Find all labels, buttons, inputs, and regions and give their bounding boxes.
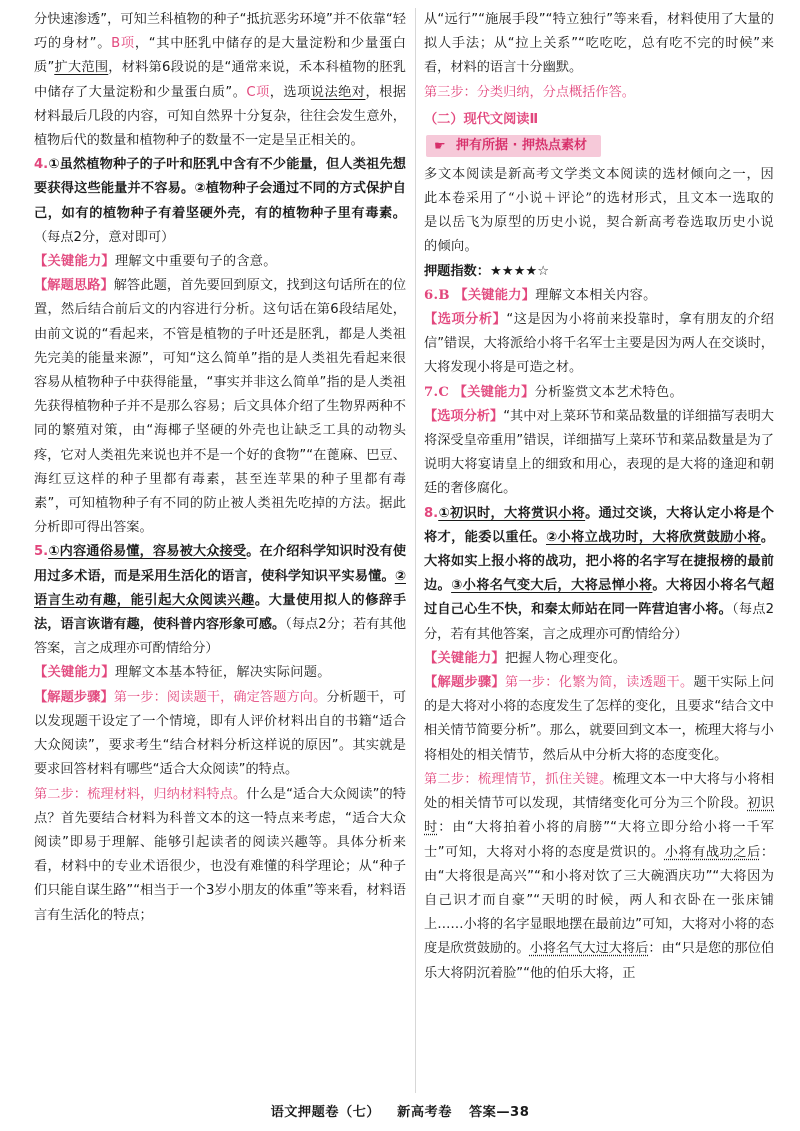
q8-step1 [424, 671, 774, 768]
footer-edition: 新高考卷 [397, 1105, 452, 1120]
right-column [424, 8, 774, 986]
question-number: 7.C [424, 384, 450, 400]
step-text: ：由“大将拍着小将的肩膀”“大将立即分给小将一千军士”可知，大将对小将的态度是赏识的。 [424, 820, 774, 860]
step-text: 分析题干，可以发现题干设定了一个情境，即有人评价材料出自的书籍“适合大众阅读”，要求考生“结合材料分析这样说的原因”。其实就是要求回答材料有哪些“适合大众阅读”的特点。 [34, 689, 407, 778]
analysis-text: “这是因为小将前来投靠时，拿有朋友的介绍信”错误，大将派给小将千名军士主要是因为两人在交谈时，大将发现小将是可造之材。 [424, 312, 774, 376]
ability-text: 理解文本基本特征，解决实际问题。 [114, 665, 331, 681]
option-label: C项 [246, 84, 270, 100]
column-divider [415, 8, 416, 1093]
tag-label: 【关键能力】 [34, 254, 115, 270]
text: ，材料第6段说的是“通常来说，禾本科植物的胚乳中储存了大量淀粉和少量蛋白质”。 [34, 60, 406, 100]
q8-step2 [424, 768, 774, 986]
q7-analysis [424, 405, 774, 502]
q5-answer [34, 540, 406, 661]
text: ，选项 [269, 84, 311, 100]
answer-text: ①虽然植物种子的子叶和胚乳中含有不少能量，但人类祖先想要获得这些能量并不容易。②植物种子会通过不同的方式保护自己，如有的植物种子有着坚硬外壳，有的植物种子里有毒素。 [34, 157, 406, 221]
step-text: ：由“只是您的那位伯乐大将阴沉着脸”“他的伯乐大将，正 [424, 941, 775, 981]
score-note: （每点2分，若有其他答案，言之成理亦可酌情给分） [424, 602, 774, 642]
step-title: 第二步：梳理材料，归纳材料特点。 [34, 786, 247, 802]
step-title: 第二步：梳理情节，抓住关键。 [424, 771, 613, 787]
tag-label: 【选项分析】 [424, 408, 504, 424]
footer-page-number: 答案—38 [469, 1105, 530, 1120]
keyword: 扩大范围 [54, 60, 109, 76]
score-note: （每点2分，意对即可） [34, 229, 175, 245]
answer-point: ①内容通俗易懂，容易被大众接受 [48, 544, 247, 560]
step-text: ：由“大将很是高兴”“和小将对饮了三大碗酒庆功”“大将因为自己识才而自豪”“天明的时候，两人和衣卧在一张床铺上……小将的名字显眼地摆在最前边”可知，大将对小将的态度是欣赏鼓励的。 [424, 844, 774, 957]
answer-text: 。大将如实上报小将的战功，把小将的名字写在捷报榜的最前边。 [424, 529, 774, 594]
rating-stars: ★★★★☆ [489, 263, 550, 279]
question-number: 8. [424, 505, 439, 521]
stage-label: 小将名气大过大将后 [529, 941, 649, 957]
tag-label: 【关键能力】 [454, 287, 536, 303]
q7-ability [424, 381, 774, 405]
analysis-text: “其中对上菜环节和菜品数量的详细描写表明大将深受皇帝重用”错误，详细描写上菜环节和菜品数量是为了说明大将宴请皇上的细致和用心，表现的是大将的逢迎和朝廷的奢侈腐化。 [424, 408, 774, 497]
section-title: （二）现代文阅读Ⅱ [424, 111, 539, 127]
step-text: 题干实际上问的是大将对小将的态度发生了怎样的变化，且要求“结合文中相关情节简要分析”。那么，就要回到文本一，梳理大将与小将相处的相关情节，然后从中分析大将的态度变化。 [424, 675, 775, 763]
q5-ability [34, 661, 406, 685]
text: 分快速渗透”，可知兰科植物的种子“抵抗恶劣环境”并不依靠“轻巧的身材”。 [34, 12, 406, 52]
q4-answer [34, 153, 406, 250]
tag-label: 【解题思路】 [34, 278, 114, 294]
ability-text: 分析鉴赏文本艺术特色。 [534, 384, 683, 400]
q4-analysis [34, 274, 406, 540]
tag-label: 【解题步骤】 [34, 689, 114, 705]
section-intro: 多文本阅读是新高考文学类文本阅读的选材倾向之一，因此本卷采用了“小说＋评论”的选材形式，且文本一选取的是以岳飞为原型的历史小说，契合新高考卷选取历史小说的倾向。 [424, 166, 774, 255]
q4-ability [34, 250, 406, 274]
answer-point: ③小将名气变大后，大将忌惮小将 [451, 578, 653, 594]
stage-label: 初识时 [424, 796, 775, 836]
step-title: 第一步：化繁为简，读透题干。 [504, 675, 694, 691]
text: ，“其中胚乳中储存的是大量淀粉和少量蛋白质” [34, 36, 406, 76]
question-number: 6.B [424, 287, 450, 303]
step-text: 什么是“适合大众阅读”的特点？首先要结合材料为科普文本的这一特点来考虑，“适合大众阅读”即易于理解、能够引起读者的阅读兴趣等。具体分析来看，材料中的专业术语很少，也没有难懂的科学理论；从“种子们只能自谋生路”“相当于一个3岁小朋友的体重”等来看，材料语言有生活化的特点； [34, 786, 406, 923]
q5-step3: 第三步：分类归纳，分点概括作答。 [424, 84, 635, 100]
answer-text: 。在介绍科学知识时没有使用过多术语，而是采用生活化的语言，使科学知识平实易懂。 [34, 544, 407, 584]
keyword: 说法绝对 [310, 84, 366, 100]
q5-step2-continued: 从“远行”“施展手段”“特立独行”等来看，材料使用了大量的拟人手法；从“拉上关系”“吃吃吃，总有吃不完的时候”来看，材料的语言十分幽默。 [424, 12, 774, 76]
footer-title: 语文押题卷（七） [270, 1105, 381, 1120]
tag-label: 【关键能力】 [424, 650, 505, 666]
hot-topic-banner [426, 135, 601, 157]
left-column [34, 8, 406, 928]
banner-text: 押有所据 · 押热点素材 [456, 137, 587, 153]
rating-label: 押题指数： [424, 263, 490, 279]
option-label: B项 [111, 36, 135, 52]
q8-ability [424, 647, 774, 671]
step-title: 第一步：阅读题干，确定答题方向。 [113, 689, 327, 705]
score-note: （每点2分；若有其他答案，言之成理亦可酌情给分） [34, 617, 407, 657]
rating [424, 260, 774, 284]
q6-analysis [424, 308, 774, 381]
text: ，根据材料最后几段的内容，可知自然界十分复杂，往往会发生意外，植物后代的数量和植物种子的数量不一定是呈正相关的。 [34, 84, 406, 149]
answer-point: ②小将立战功时，大将欣赏鼓励小将 [545, 529, 761, 545]
ability-text: 理解文中重要句子的含意。 [114, 254, 277, 270]
answer-text: 。通过交谈，大将认定小将是个将才，能委以重任。 [424, 505, 774, 545]
question-number: 5. [34, 544, 49, 560]
tag-label: 【关键能力】 [34, 665, 115, 681]
page-footer [0, 1101, 800, 1120]
pointing-hand-icon: ☛ [434, 138, 446, 154]
tag-label: 【选项分析】 [424, 312, 507, 328]
answer-text: 。大将因小将名气超过自己心生不快，和秦太师站在同一阵营迫害小将。 [424, 578, 775, 618]
stage-label: 小将有战功之后 [664, 844, 761, 860]
ability-text: 理解文本相关内容。 [535, 287, 657, 303]
answer-point: ①初识时，大将赏识小将 [438, 505, 586, 521]
q8-answer [424, 502, 774, 647]
answer-point: ②语言生动有趣，能引起大众阅读兴趣 [34, 568, 406, 608]
tag-label: 【关键能力】 [453, 384, 535, 400]
ability-text: 把握人物心理变化。 [504, 650, 627, 666]
q3-analysis-continued [34, 8, 406, 153]
question-number: 4. [34, 157, 49, 173]
tag-label: 【解题步骤】 [424, 675, 505, 691]
step-text: 梳理文本一中大将与小将相处的相关情节可以发现，其情绪变化可分为三个阶段。 [424, 771, 775, 812]
analysis-text: 解答此题，首先要回到原文，找到这句话所在的位置，然后结合前后文的内容进行分析。这句话在第6段结尾处，由前文说的“看起来，不管是植物的子叶还是胚乳，都是人类祖先完美的能量来源”，可知“这么简单”指的是人类祖先看起来很容易从植物种子中获得能量，“事实并非这么简单”指的是人类祖先获得植物种子并不是那么容易；后文具体介绍了生物界两种不同的繁殖对策，由“海椰子坚硬的外壳也让缺乏工具的动物头疼，它对人类祖先来说也并不是一个好的食物”“在蓖麻、巴豆、海红豆这样的种子里都有毒素，甚至连苹果的种子里都有毒素”，可知植物种子有不同的防止被人类祖先吃掉的方法。据此分析即可得出答案。 [34, 278, 407, 536]
q6-ability [424, 284, 774, 308]
q5-step1 [34, 686, 406, 783]
answer-text: 。大量使用拟人的修辞手法，语言诙谐有趣，使科普内容形象可感。 [34, 592, 407, 633]
q5-step2 [34, 783, 406, 928]
